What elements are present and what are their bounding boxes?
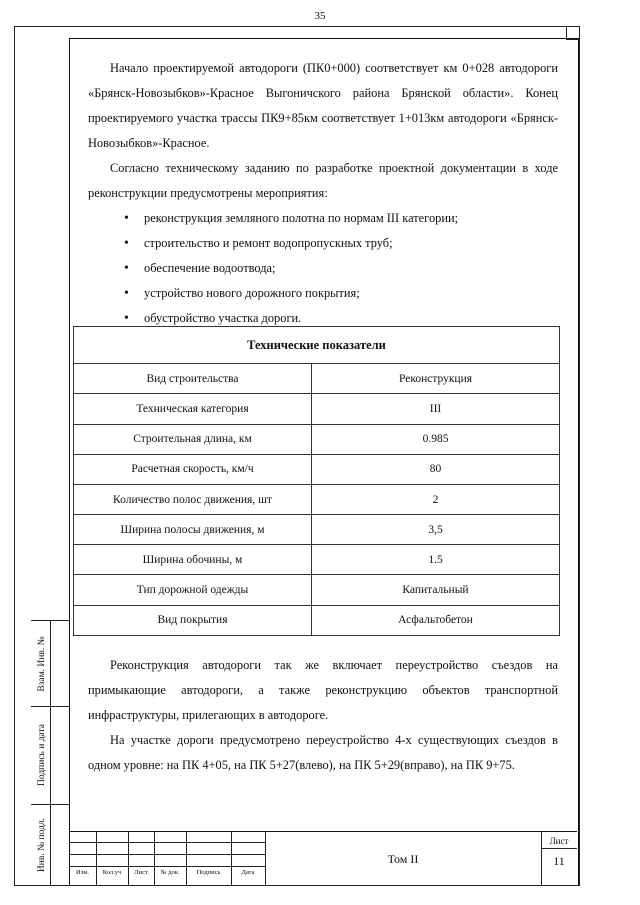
row-value: 1.5 <box>312 545 560 575</box>
tech-table-title: Технические показатели <box>74 327 560 364</box>
intro-section <box>88 56 558 331</box>
row-label: Расчетная скорость, км/ч <box>74 454 312 484</box>
tech-table <box>73 326 560 636</box>
row-label: Вид строительства <box>74 364 312 394</box>
list-item: • реконструкция земляного полотна по нормам III категории; <box>88 206 558 231</box>
row-value: Реконструкция <box>312 364 560 394</box>
document-title: Том II <box>387 852 419 866</box>
stamp-col-list: Лист <box>134 869 148 876</box>
row-label: Ширина обочины, м <box>74 545 312 575</box>
table-row <box>74 364 560 394</box>
stamp-col-izm: Изм. <box>76 869 89 876</box>
row-value: Асфальтобетон <box>312 605 560 635</box>
list-item: • обустройство участка дороги. <box>88 306 558 331</box>
table-row <box>74 454 560 484</box>
list-item: • обеспечение водоотвода; <box>88 256 558 281</box>
table-row <box>74 605 560 635</box>
stamp-col-sign: Подпись <box>196 869 221 876</box>
measures-intro: Согласно техническому заданию по разработке проектной документации в ходе реконструкции предусмотрены мероприятия: <box>88 161 558 200</box>
list-item: • строительство и ремонт водопропускных труб; <box>88 231 558 256</box>
stamp-col-kol: Кол.уч <box>102 869 122 876</box>
sidebar-label-inv-orig: Инв. № подл. <box>36 817 47 872</box>
table-row <box>74 515 560 545</box>
row-value: 2 <box>312 484 560 514</box>
sidebar-cell-swap <box>31 621 69 707</box>
measures-list <box>88 206 558 331</box>
table-row <box>74 575 560 605</box>
row-value: Капитальный <box>312 575 560 605</box>
row-label: Строительная длина, км <box>74 424 312 454</box>
stamp-col-date: Дата <box>241 869 255 876</box>
sidebar-label-swap-inv: Взам. Инв. № <box>36 635 47 692</box>
stamp-col-doc: № док. <box>160 869 180 876</box>
paragraph-after-2: На участке дороги предусмотрено переустройство 4-х существующих съездов в одном уровне: на ПК 4+05, на ПК 5+27(влево), на ПК 5+29(вправо), на ПК 9+75. <box>88 733 558 772</box>
sheet-label: Лист <box>549 836 569 846</box>
table-row <box>74 424 560 454</box>
intro-paragraph: Начало проектируемой автодороги (ПК0+000) соответствует км 0+028 автодороги «Брянск-Новозыбков»-Красное Выгоничского района Брянской области». Конец проектируемого участка трассы ПК9+85км соответствует 1+013км автодороги «Брянск-Новозыбков»-Красное. <box>88 61 558 150</box>
sidebar-cell-inv <box>31 804 69 885</box>
row-value: III <box>312 394 560 424</box>
sidebar-stamp <box>31 620 69 885</box>
table-row <box>74 484 560 514</box>
row-value: 0.985 <box>312 424 560 454</box>
row-label: Тип дорожной одежды <box>74 575 312 605</box>
closing-section <box>88 653 558 778</box>
table-row <box>74 545 560 575</box>
row-label: Ширина полосы движения, м <box>74 515 312 545</box>
paragraph-after-1: Реконструкция автодороги так же включает переустройство съездов на примыкающие автодороги, а также реконструкцию объектов транспортной инфраструктуры, прилегающих в автодороге. <box>88 658 558 722</box>
row-value: 3,5 <box>312 515 560 545</box>
sidebar-label-sign-date: Подпись и дата <box>36 723 47 787</box>
title-block <box>69 831 577 885</box>
list-item: • устройство нового дорожного покрытия; <box>88 281 558 306</box>
sheet-number: 11 <box>553 854 565 868</box>
row-label: Техническая категория <box>74 394 312 424</box>
page-number: 35 <box>314 10 326 22</box>
row-label: Вид покрытия <box>74 605 312 635</box>
row-label: Количество полос движения, шт <box>74 484 312 514</box>
sidebar-cell-sign <box>31 706 69 805</box>
row-value: 80 <box>312 454 560 484</box>
table-row <box>74 394 560 424</box>
